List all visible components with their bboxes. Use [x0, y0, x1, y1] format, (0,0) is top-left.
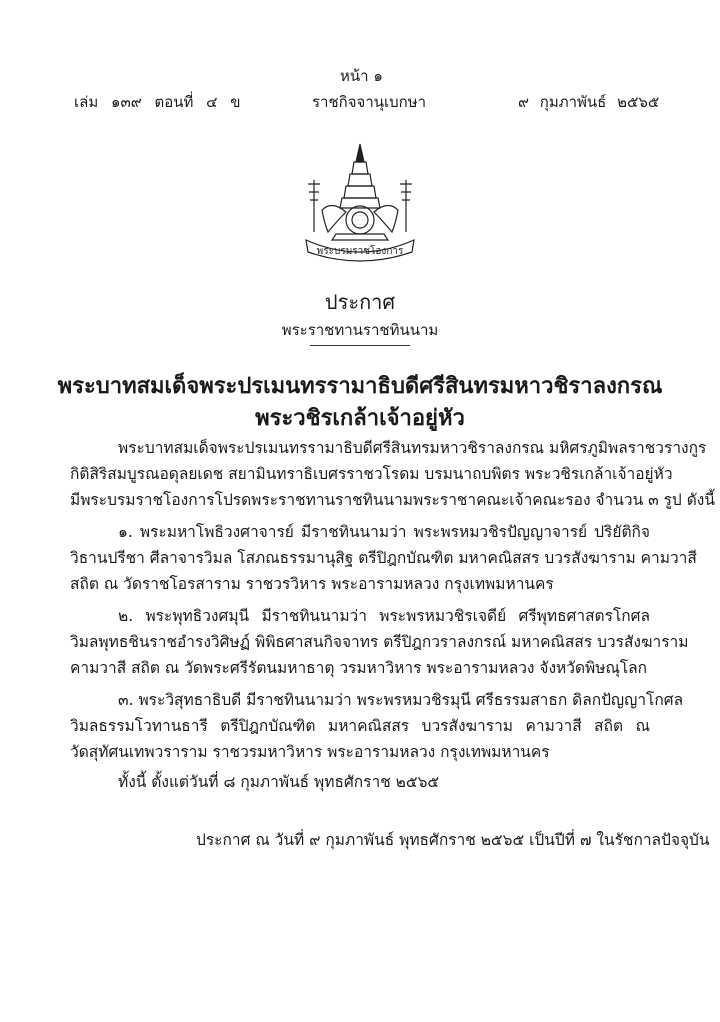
- volume-label: เล่ม ๑๓๙ ตอนที่ ๔ ข: [74, 93, 241, 111]
- item-1-line: สถิต ณ วัดราชโอรสาราม ราชวรวิหาร พระอารามหลวง กรุงเทพมหานคร: [70, 575, 554, 593]
- preamble-line: มีพระบรมราชโองการโปรดพระราชทานราชทินนามพระราชาคณะเจ้าคณะรอง จำนวน ๓ รูป ดังนี้: [70, 491, 715, 509]
- item-1-line: ๑. พระมหาโพธิวงศาจารย์ มีราชทินนามว่า พระพรหมวชิรปัญญาจารย์ ปริยัติกิจ: [118, 523, 650, 541]
- gazette-name: ราชกิจจานุเบกษา: [312, 93, 427, 111]
- item-3-line: วิมลธรรมโวทานธารี ตรีปิฎกบัณฑิต มหาคณิสสร บวรสังฆาราม คามวาสี สถิต ณ: [70, 717, 650, 735]
- item-3-line: ๓. พระวิสุทธาธิบดี มีราชทินนามว่า พระพรหมวชิรมุนี ศรีธรรมสาธก ดิลกปัญญาโกศล: [118, 691, 684, 709]
- item-2-line: ๒. พระพุทธิวงศมุนี มีราชทินนามว่า พระพรหมวชิรเจดีย์ ศรีพุทธศาสตรโกศล: [118, 607, 650, 625]
- page-number: หน้า ๑: [340, 67, 383, 85]
- announcement-subtitle: พระราชทานราชทินนาม: [281, 321, 439, 339]
- item-2-line: คามวาสี สถิต ณ วัดพระศรีรัตนมหาธาตุ วรมหาวิหาร พระอารามหลวง จังหวัดพิษณุโลก: [70, 659, 648, 677]
- announcement-title: ประกาศ: [324, 290, 396, 314]
- title-divider: [310, 345, 410, 346]
- issue-date: ๙ กุมภาพันธ์ ๒๕๖๕: [518, 93, 660, 111]
- king-name-line-1: พระบาทสมเด็จพระปรเมนทรรามาธิบดีศรีสินทรมหาวชิราลงกรณ: [57, 373, 663, 399]
- king-name-line-2: พระวชิรเกล้าเจ้าอยู่หัว: [255, 405, 465, 431]
- item-1-line: วิธานปรีชา ศีลาจารวิมล โสภณธรรมานุสิฐ ตรีปิฎกบัณฑิต มหาคณิสสร บวรสังฆาราม คามวาสี: [70, 549, 697, 567]
- item-3-line: วัดสุทัศนเทพวราราม ราชวรมหาวิหาร พระอารามหลวง กรุงเทพมหานคร: [70, 743, 550, 761]
- seal-banner-text: พระบรมราชโองการ: [316, 246, 404, 257]
- royal-seal-icon: [292, 140, 428, 262]
- item-2-line: วิมลพุทธชินราชอำรงวิศิษฏ์ พิพิธศาสนกิจจาทร ตรีปิฎกวราลงกรณ์ มหาคณิสสร บวรสังฆาราม: [70, 633, 689, 651]
- proclamation-footer: ประกาศ ณ วันที่ ๙ กุมภาพันธ์ พุทธศักราช ๒๕๖๕ เป็นปีที่ ๗ ในรัชกาลปัจจุบัน: [196, 831, 710, 849]
- effective-date: ทั้งนี้ ตั้งแต่วันที่ ๘ กุมภาพันธ์ พุทธศักราช ๒๕๖๕: [118, 773, 440, 791]
- preamble-line: พระบาทสมเด็จพระปรเมนทรรามาธิบดีศรีสินทรมหาวชิราลงกรณ มหิศรภูมิพลราชวรางกูร: [118, 439, 707, 457]
- preamble-line: กิติสิริสมบูรณอดุลยเดช สยามินทราธิเบศรราชวโรดม บรมนาถบพิตร พระวชิรเกล้าเจ้าอยู่หัว: [70, 465, 673, 483]
